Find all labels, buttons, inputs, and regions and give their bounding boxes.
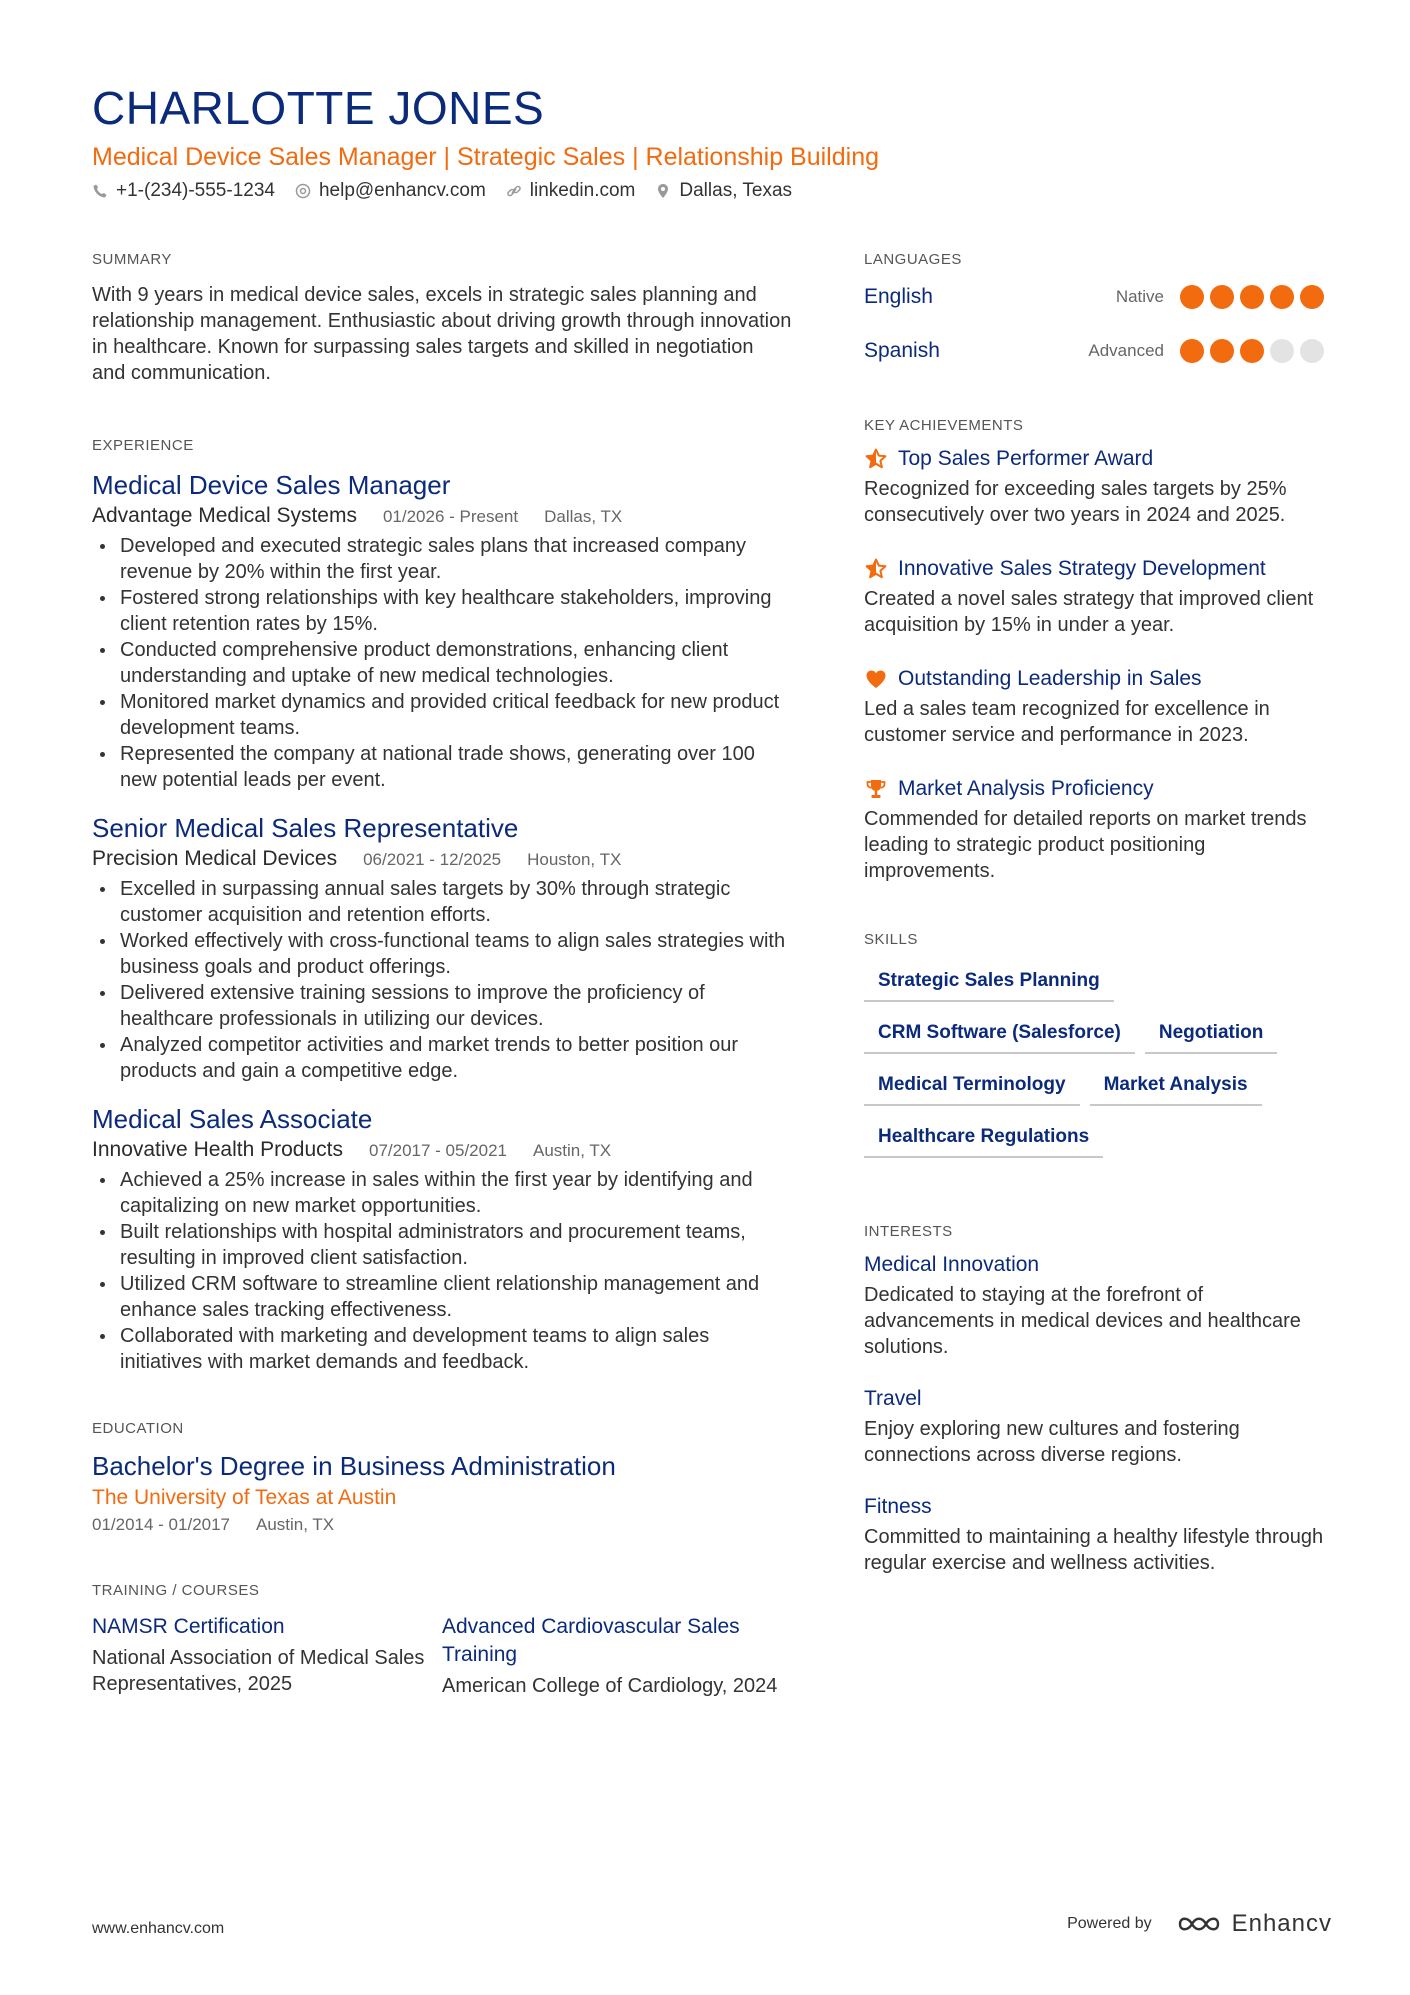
rating-dot-filled bbox=[1210, 339, 1234, 363]
footer-branding bbox=[1067, 1910, 1332, 1938]
language-rating bbox=[1180, 339, 1324, 363]
language-name: Spanish bbox=[864, 339, 940, 362]
experience-section bbox=[92, 436, 792, 1375]
rating-dot-filled bbox=[1300, 285, 1324, 309]
job-meta bbox=[92, 502, 792, 531]
rating-dot-filled bbox=[1180, 339, 1204, 363]
job-bullets bbox=[92, 533, 792, 793]
page-footer bbox=[92, 1910, 1332, 1950]
achievement-title: Market Analysis Proficiency bbox=[898, 777, 1154, 800]
language-level: Native bbox=[1115, 287, 1164, 306]
job-company: Precision Medical Devices bbox=[92, 847, 338, 870]
course-item bbox=[92, 1613, 442, 1699]
job-dates: 01/2026 - Present bbox=[382, 507, 519, 526]
achievement-item bbox=[864, 554, 1330, 638]
job-entry bbox=[92, 811, 792, 1084]
achievement-desc: Led a sales team recognized for excellence in customer service and performance in 2023. bbox=[864, 698, 1270, 746]
location-pin-icon bbox=[655, 183, 671, 199]
interests-section bbox=[864, 1222, 1330, 1576]
job-entry bbox=[92, 468, 792, 793]
contact-phone[interactable] bbox=[92, 180, 275, 202]
star-icon bbox=[864, 557, 888, 581]
job-bullet: Collaborated with marketing and development teams to align sales initiatives with market demands and feedback. bbox=[92, 1323, 792, 1375]
job-bullet: Conducted comprehensive product demonstrations, enhancing client understanding and uptake of new medical technologies. bbox=[92, 637, 792, 689]
achievement-title: Innovative Sales Strategy Development bbox=[898, 557, 1266, 580]
skills-section bbox=[864, 930, 1330, 1170]
link-icon bbox=[506, 183, 522, 199]
enhancv-logo-icon bbox=[1176, 1910, 1222, 1938]
rating-dot-empty bbox=[1270, 339, 1294, 363]
job-bullets bbox=[92, 1167, 792, 1375]
interest-item bbox=[864, 1384, 1330, 1468]
education-title: EDUCATION bbox=[92, 1420, 184, 1437]
achievements-title: KEY ACHIEVEMENTS bbox=[864, 417, 1024, 434]
interest-item bbox=[864, 1492, 1330, 1576]
enhancv-logo[interactable] bbox=[1176, 1910, 1332, 1938]
at-icon bbox=[295, 183, 311, 199]
job-dates: 06/2021 - 12/2025 bbox=[363, 850, 502, 869]
education-school: The University of Texas at Austin bbox=[92, 1486, 397, 1509]
rating-dot-filled bbox=[1180, 285, 1204, 309]
job-bullet: Represented the company at national trade shows, generating over 100 new potential leads per event. bbox=[92, 741, 792, 793]
training-section bbox=[92, 1581, 792, 1699]
interests-title: INTERESTS bbox=[864, 1223, 953, 1240]
skills-list bbox=[864, 962, 1330, 1170]
job-title: Medical Sales Associate bbox=[92, 1104, 373, 1134]
training-title: TRAINING / COURSES bbox=[92, 1582, 260, 1599]
job-bullet: Delivered extensive training sessions to improve the proficiency of healthcare professionals in utilizing our devices. bbox=[92, 980, 792, 1032]
rating-dot-empty bbox=[1300, 339, 1324, 363]
job-bullet: Fostered strong relationships with key healthcare stakeholders, improving client retention rates by 15%. bbox=[92, 585, 792, 637]
language-level: Advanced bbox=[1088, 341, 1164, 360]
rating-dot-filled bbox=[1270, 285, 1294, 309]
achievement-desc: Recognized for exceeding sales targets by 25% consecutively over two years in 2024 and 2025. bbox=[864, 478, 1287, 526]
education-dates: 01/2014 - 01/2017 bbox=[92, 1515, 231, 1534]
job-bullet: Utilized CRM software to streamline client relationship management and enhance sales tracking effectiveness. bbox=[92, 1271, 792, 1323]
course-title: Advanced Cardiovascular Sales Training bbox=[442, 1615, 740, 1666]
job-title: Senior Medical Sales Representative bbox=[92, 813, 519, 843]
job-company: Advantage Medical Systems bbox=[92, 504, 357, 527]
job-location: Houston, TX bbox=[527, 850, 622, 869]
interest-item bbox=[864, 1250, 1330, 1360]
summary-text: With 9 years in medical device sales, excels in strategic sales planning and relationship management. Enthusiastic about driving growth through innovation in healthcare. Known for surpassing sales targets and skilled in negotiation and communication. bbox=[92, 284, 792, 384]
job-bullet: Developed and executed strategic sales plans that increased company revenue by 20% within the first year. bbox=[92, 533, 792, 585]
phone-icon bbox=[92, 183, 108, 199]
course-desc: American College of Cardiology, 2024 bbox=[442, 1675, 778, 1697]
email-text: help@enhancv.com bbox=[318, 180, 486, 201]
languages-title: LANGUAGES bbox=[864, 251, 962, 268]
job-bullet: Achieved a 25% increase in sales within the first year by identifying and capitalizing on new market opportunities. bbox=[92, 1167, 792, 1219]
candidate-headline: Medical Device Sales Manager | Strategic Sales | Relationship Building bbox=[92, 143, 879, 171]
achievement-title: Top Sales Performer Award bbox=[898, 447, 1154, 470]
skills-title: SKILLS bbox=[864, 931, 918, 948]
job-entry bbox=[92, 1102, 792, 1375]
language-name: English bbox=[864, 285, 933, 308]
phone-text: +1-(234)-555-1234 bbox=[116, 180, 275, 201]
interest-title: Medical Innovation bbox=[864, 1253, 1040, 1276]
course-item bbox=[442, 1613, 792, 1699]
achievement-item bbox=[864, 444, 1330, 528]
education-degree: Bachelor's Degree in Business Administration bbox=[92, 1451, 616, 1481]
job-bullet: Monitored market dynamics and provided critical feedback for new product development teams. bbox=[92, 689, 792, 741]
job-bullet: Built relationships with hospital administrators and procurement teams, resulting in improved client satisfaction. bbox=[92, 1219, 792, 1271]
powered-by-label: Powered by bbox=[1067, 1915, 1152, 1932]
job-dates: 07/2017 - 05/2021 bbox=[368, 1141, 507, 1160]
education-location: Austin, TX bbox=[256, 1515, 335, 1534]
summary-title: SUMMARY bbox=[92, 251, 172, 268]
skill-tag: Negotiation bbox=[1145, 1014, 1278, 1054]
job-bullet: Analyzed competitor activities and market trends to better position our products and gain a competitive edge. bbox=[92, 1032, 792, 1084]
resume-header bbox=[92, 78, 1332, 202]
rating-dot-filled bbox=[1210, 285, 1234, 309]
heart-icon bbox=[864, 667, 888, 691]
right-column bbox=[864, 250, 1330, 1576]
course-title: NAMSR Certification bbox=[92, 1615, 285, 1638]
skill-tag: Medical Terminology bbox=[864, 1066, 1080, 1106]
education-section bbox=[92, 1419, 792, 1537]
course-desc: National Association of Medical Sales Representatives, 2025 bbox=[92, 1647, 425, 1695]
education-meta bbox=[92, 1513, 792, 1537]
language-row bbox=[864, 278, 1330, 316]
language-row bbox=[864, 332, 1330, 370]
summary-section bbox=[92, 250, 792, 386]
linkedin-text: linkedin.com bbox=[529, 180, 636, 201]
skill-tag: Market Analysis bbox=[1090, 1066, 1262, 1106]
job-title: Medical Device Sales Manager bbox=[92, 470, 451, 500]
experience-title: EXPERIENCE bbox=[92, 437, 194, 454]
candidate-name: CHARLOTTE JONES bbox=[92, 82, 545, 134]
interest-desc: Enjoy exploring new cultures and fostering connections across diverse regions. bbox=[864, 1418, 1240, 1466]
contact-location bbox=[655, 180, 792, 202]
enhancv-logo-text: Enhancv bbox=[1231, 1910, 1332, 1937]
contact-linkedin[interactable] bbox=[506, 180, 636, 202]
job-meta bbox=[92, 1136, 792, 1165]
job-location: Austin, TX bbox=[533, 1141, 612, 1160]
skill-tag: Strategic Sales Planning bbox=[864, 962, 1114, 1002]
job-company: Innovative Health Products bbox=[92, 1138, 343, 1161]
skill-tag: CRM Software (Salesforce) bbox=[864, 1014, 1135, 1054]
language-rating bbox=[1180, 285, 1324, 309]
interest-title: Travel bbox=[864, 1387, 922, 1410]
rating-dot-filled bbox=[1240, 339, 1264, 363]
star-icon bbox=[864, 447, 888, 471]
job-location: Dallas, TX bbox=[544, 507, 623, 526]
interest-desc: Dedicated to staying at the forefront of advancements in medical devices and healthcare solutions. bbox=[864, 1284, 1301, 1358]
skill-tag: Healthcare Regulations bbox=[864, 1118, 1103, 1158]
rating-dot-filled bbox=[1240, 285, 1264, 309]
achievement-desc: Created a novel sales strategy that improved client acquisition by 15% in under a year. bbox=[864, 588, 1314, 636]
location-text: Dallas, Texas bbox=[679, 180, 793, 201]
job-bullet: Excelled in surpassing annual sales targets by 30% through strategic customer acquisition and retention efforts. bbox=[92, 876, 792, 928]
achievement-title: Outstanding Leadership in Sales bbox=[898, 667, 1202, 690]
job-bullet: Worked effectively with cross-functional teams to align sales strategies with business goals and product offerings. bbox=[92, 928, 792, 980]
languages-section bbox=[864, 250, 1330, 370]
contact-bar bbox=[92, 180, 1332, 202]
footer-url[interactable]: www.enhancv.com bbox=[92, 1920, 225, 1937]
trophy-icon bbox=[864, 777, 888, 801]
course-list bbox=[92, 1613, 792, 1699]
contact-email[interactable] bbox=[295, 180, 486, 202]
achievement-desc: Commended for detailed reports on market trends leading to strategic product positioning improvements. bbox=[864, 808, 1307, 882]
job-bullets bbox=[92, 876, 792, 1084]
achievements-section bbox=[864, 416, 1330, 884]
achievement-item bbox=[864, 664, 1330, 748]
achievement-item bbox=[864, 774, 1330, 884]
job-meta bbox=[92, 845, 792, 874]
interest-desc: Committed to maintaining a healthy lifestyle through regular exercise and wellness activities. bbox=[864, 1526, 1324, 1574]
left-column bbox=[92, 250, 792, 1699]
interest-title: Fitness bbox=[864, 1495, 932, 1518]
